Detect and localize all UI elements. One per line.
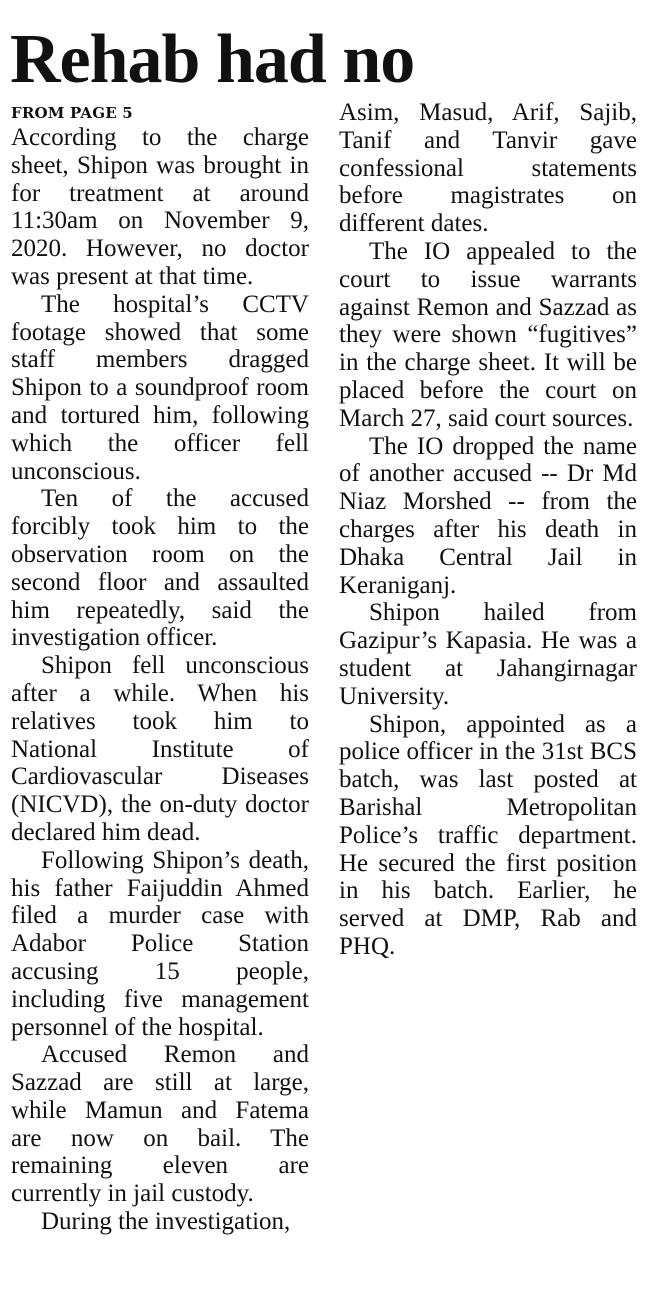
jump-kicker: FROM PAGE 5 bbox=[11, 104, 133, 122]
right-column bbox=[339, 99, 637, 961]
paragraph-accused-status: Accused Remon and Sazzad are still at large, while Mamun and Fatema are now on bail. The remaining eleven are currently in jail custody. bbox=[11, 1041, 309, 1208]
paragraph-hometown: Shipon hailed from Gazipur’s Kapasia. He was a student at Jahangirnagar University. bbox=[339, 599, 637, 710]
paragraph-cctv-footage: The hospital’s CCTV footage showed that some staff members dragged Shipon to a soundproof room and tortured him, following which the officer fell unconscious. bbox=[11, 290, 309, 485]
paragraph-murder-case: Following Shipon’s death, his father Faijuddin Ahmed filed a murder case with Adabor Police Station accusing 15 people, including five management personnel of the hospital. bbox=[11, 846, 309, 1041]
paragraph-charge-sheet: According to the charge sheet, Shipon was brought in for treatment at around 11:30am on November 9, 2020. However, no doctor was present at that time. bbox=[11, 124, 309, 290]
paragraph-dropped-accused: The IO dropped the name of another accused -- Dr Md Niaz Morshed -- from the charges after his death in Dhaka Central Jail in Keraniganj. bbox=[339, 432, 637, 599]
left-column bbox=[11, 102, 309, 1236]
paragraph-accused-assault: Ten of the accused forcibly took him to the observation room on the second floor and assaulted him repeatedly, said the investigation officer. bbox=[11, 485, 309, 652]
paragraph-declared-dead: Shipon fell unconscious after a while. When his relatives took him to National Institute of Cardiovascular Diseases (NICVD), the on-duty doctor declared him dead. bbox=[11, 652, 309, 846]
paragraph-confessional-statements: Asim, Masud, Arif, Sajib, Tanif and Tanvir gave confessional statements before magistrates on different dates. bbox=[339, 99, 637, 238]
paragraph-warrants: The IO appealed to the court to issue warrants against Remon and Sazzad as they were shown “fugitives” in the charge sheet. It will be placed before the court on March 27, said court sources. bbox=[339, 237, 637, 432]
paragraph-investigation-start: During the investigation, bbox=[41, 1208, 291, 1236]
headline: Rehab had no bbox=[10, 21, 415, 98]
paragraph-career: Shipon, appointed as a police officer in the 31st BCS batch, was last posted at Barishal Metropolitan Police’s traffic department. He secured the first position in his batch. Earlier, he served at DMP, Rab and PHQ. bbox=[339, 710, 637, 960]
